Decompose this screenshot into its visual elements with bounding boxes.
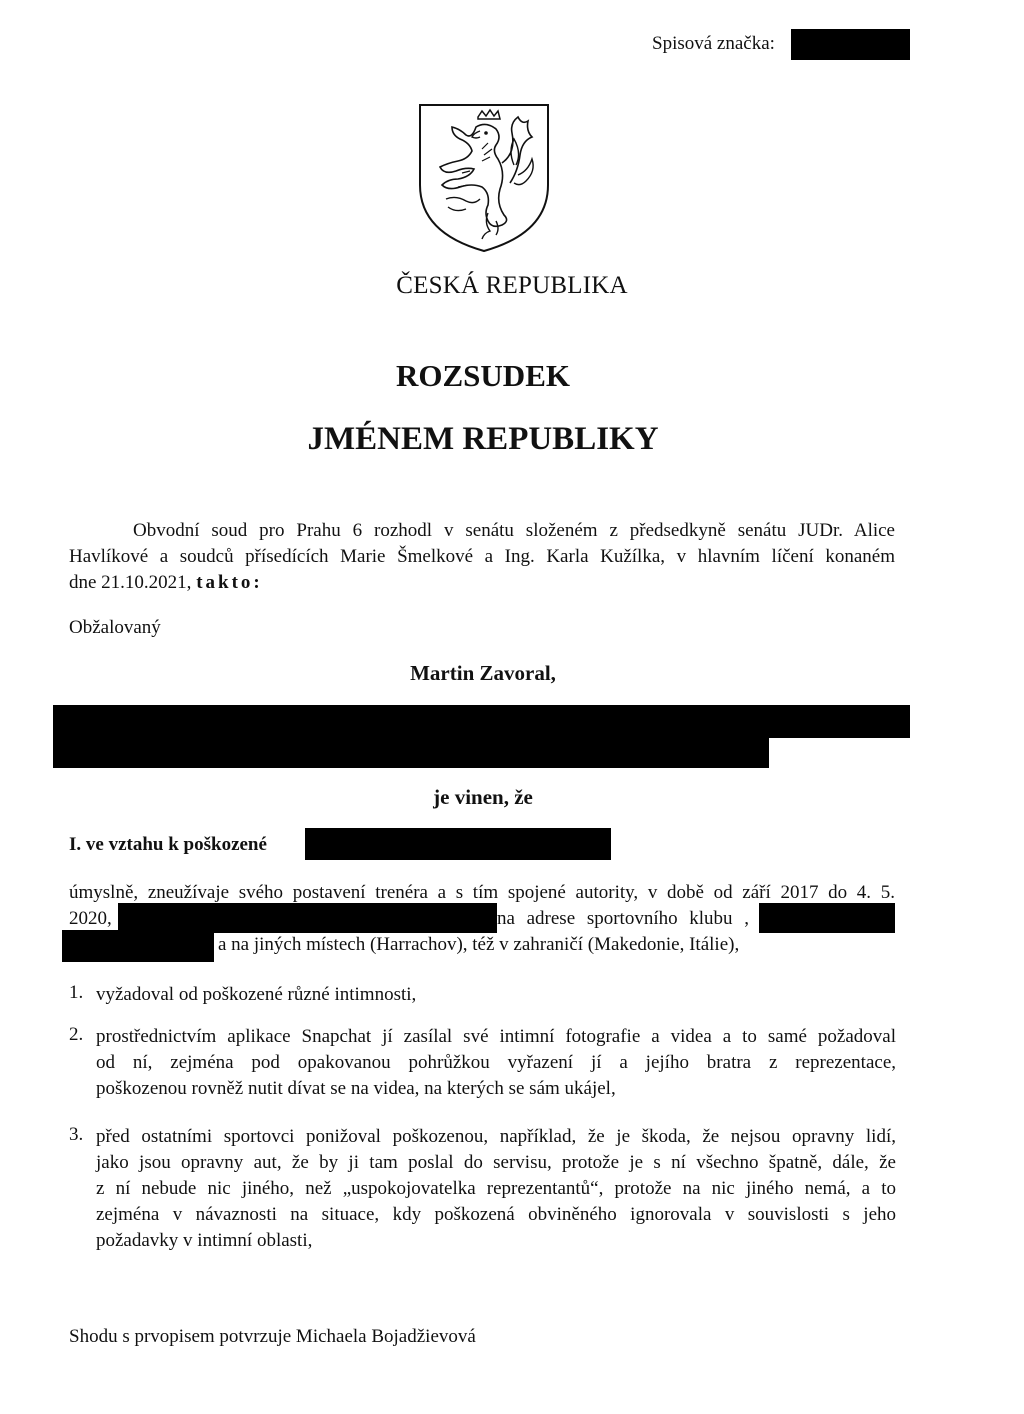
certification-note: Shodu s prvopisem potvrzuje Michaela Bojadžievová <box>69 1326 476 1347</box>
country-name: ČESKÁ REPUBLIKA <box>396 272 628 299</box>
item-3-line-4: zejména v návaznosti na situace, kdy poškozená obviněného ignorovala v souvislosti s jeho <box>96 1204 896 1225</box>
body-line-2: 2020, <box>69 908 112 929</box>
intro-line-1: Obvodní soud pro Prahu 6 rozhodl v senátu složeném z předsedkyně senátu JUDr. Alice <box>133 520 895 541</box>
accused-label: Obžalovaný <box>69 617 161 638</box>
verdict-heading: je vinen, že <box>433 785 533 809</box>
redacted-case-number <box>791 29 910 60</box>
item-3-line-2: jako jsou opravny aut, že by ji tam poslal do servisu, protože je s ní všechno špatně, dále, že <box>96 1152 896 1173</box>
accused-name: Martin Zavoral, <box>410 661 556 685</box>
body-line-1: úmyslně, zneužívaje svého postavení trenéra a s tím spojené autority, v době od září 2017 do 4. 5. <box>69 882 895 903</box>
redacted-victim-name <box>305 828 611 860</box>
intro-line-3: dne 21.10.2021, takto: <box>69 572 263 593</box>
item-3-line-3: z ní nebude nic jiného, než „uspokojovatelka reprezentantů“, protože na nic jiného nemá, a to <box>96 1178 896 1199</box>
redacted-accused-details-2 <box>53 736 769 768</box>
item-3-line-1: před ostatními sportovci ponižoval poškozenou, například, že je škoda, že nejsou opravny lidí, <box>96 1126 896 1147</box>
redacted-location-1 <box>118 903 497 933</box>
document-title: ROZSUDEK <box>396 358 570 393</box>
item-1-line-1: vyžadoval od poškozené různé intimnosti, <box>96 984 417 1005</box>
item-3-line-5: požadavky v intimní oblasti, <box>96 1230 313 1251</box>
item-number: 2. <box>69 1024 84 1045</box>
document-subtitle: JMÉNEM REPUBLIKY <box>307 421 659 457</box>
redacted-club-name <box>759 903 895 933</box>
body-line-3: a na jiných místech (Harrachov), též v zahraničí (Makedonie, Itálie), <box>218 934 740 955</box>
redacted-club-name-2 <box>62 930 214 962</box>
case-number-label: Spisová značka: <box>652 33 775 54</box>
intro-line-2: Havlíkové a soudců přísedících Marie Šmelkové a Ing. Karla Kužílka, v hlavním líčení konaném <box>69 546 895 567</box>
item-number: 3. <box>69 1124 84 1145</box>
item-2-line-3: poškozenou rovněž nutit dívat se na videa, na kterých se sám ukájel, <box>96 1078 616 1099</box>
section-heading: I. ve vztahu k poškozené <box>69 834 267 855</box>
item-2-line-1: prostřednictvím aplikace Snapchat jí zasílal své intimní fotografie a videa a to samé požadoval <box>96 1026 896 1047</box>
takto-keyword: takto: <box>196 572 263 593</box>
item-number: 1. <box>69 982 84 1003</box>
body-line-2-middle: na adrese sportovního klubu , <box>497 908 749 929</box>
redacted-accused-details <box>53 705 910 738</box>
item-2-line-2: od ní, zejména pod opakovanou pohrůžkou vyřazení jí a jejího bratra z reprezentace, <box>96 1052 896 1073</box>
czech-coat-of-arms-icon <box>418 103 550 253</box>
